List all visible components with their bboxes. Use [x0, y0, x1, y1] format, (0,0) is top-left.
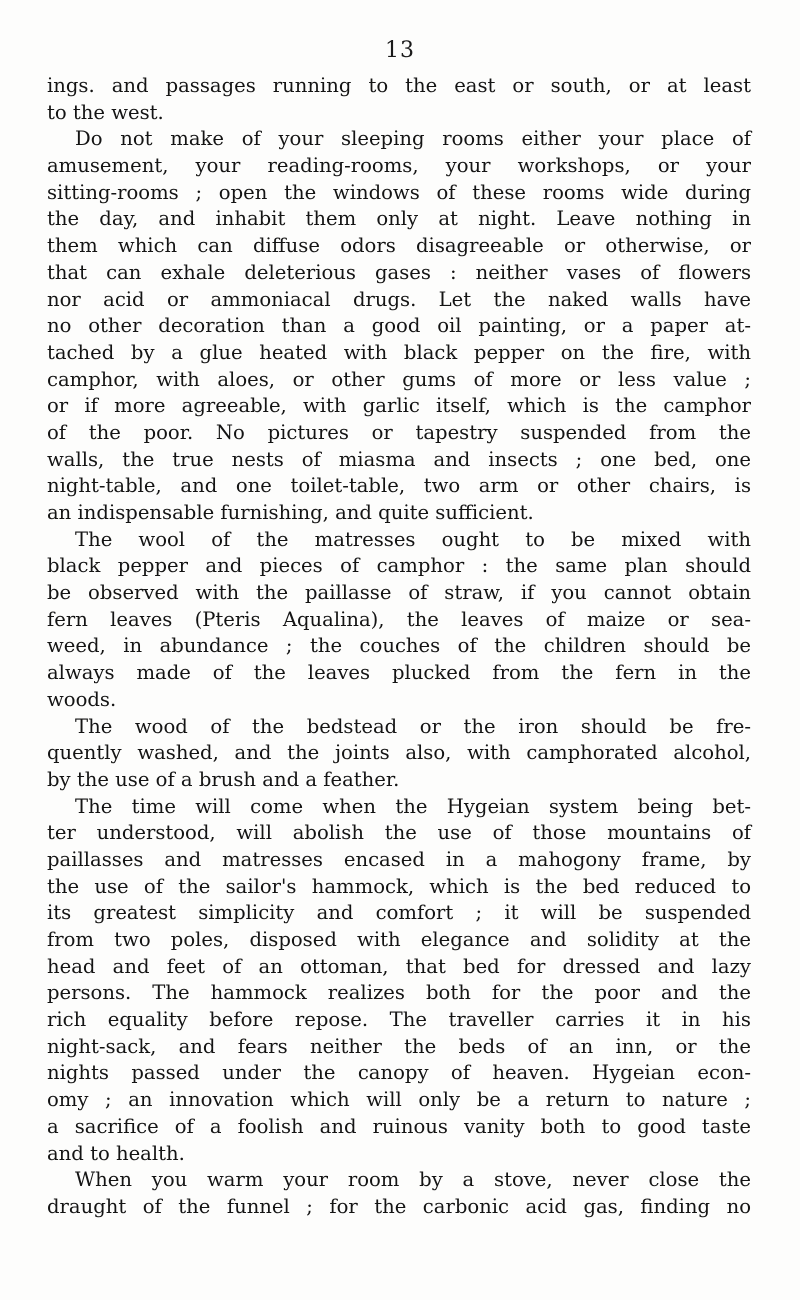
text-line: no other decoration than a good oil painting, or a paper at- [47, 314, 751, 338]
text-line: black pepper and pieces of camphor : the same plan should [47, 554, 751, 578]
text-line: a sacrifice of a foolish and ruinous vanity both to good taste [47, 1114, 751, 1138]
text-line: ter understood, will abolish the use of those mountains of [47, 821, 751, 845]
text-line: woods. [47, 687, 117, 711]
text-line: always made of the leaves plucked from the fern in the [47, 661, 751, 685]
text-line: its greatest simplicity and comfort ; it will be suspended [47, 901, 751, 925]
text-line: nights passed under the canopy of heaven. Hygeian econ- [47, 1061, 751, 1085]
text-line: paillasses and matresses encased in a mahogony frame, by [47, 847, 751, 871]
text-line: fern leaves (Pteris Aqualina), the leaves of maize or sea- [47, 607, 751, 631]
text-line: omy ; an innovation which will only be a return to nature ; [47, 1088, 751, 1112]
text-line: The time will come when the Hygeian system being bet- [75, 794, 751, 818]
text-line: draught of the funnel ; for the carbonic acid gas, finding no [47, 1194, 751, 1218]
text-line: persons. The hammock realizes both for the poor and the [47, 981, 751, 1005]
text-line: head and feet of an ottoman, that bed for dressed and lazy [47, 954, 751, 978]
text-line: tached by a glue heated with black pepper on the fire, with [47, 340, 751, 364]
text-line: night-sack, and fears neither the beds of an inn, or the [47, 1034, 751, 1058]
text-line: the use of the sailor's hammock, which is the bed reduced to [47, 874, 751, 898]
body-text [47, 73, 751, 1221]
text-line: weed, in abundance ; the couches of the children should be [47, 634, 751, 658]
text-line: or if more agreeable, with garlic itself, which is the camphor [47, 394, 751, 418]
text-line: The wool of the matresses ought to be mixed with [75, 527, 751, 551]
text-line: them which can diffuse odors disagreeable or otherwise, or [47, 234, 751, 258]
text-line: ings. and passages running to the east or south, or at least [47, 74, 751, 97]
text-line: from two poles, disposed with elegance and solidity at the [47, 928, 751, 951]
text-line: to the west. [47, 100, 164, 124]
text-line: nor acid or ammoniacal drugs. Let the naked walls have [47, 287, 751, 311]
text-line: The wood of the bedstead or the iron should be fre- [75, 714, 751, 738]
text-line: Do not make of your sleeping rooms either your place of [75, 127, 751, 151]
text-line: camphor, with aloes, or other gums of more or less value ; [47, 367, 751, 391]
text-line: quently washed, and the joints also, with camphorated alcohol, [47, 741, 751, 765]
text-line: an indispensable furnishing, and quite sufficient. [47, 501, 534, 524]
text-line: the day, and inhabit them only at night. Leave nothing in [47, 207, 751, 231]
text-line: by the use of a brush and a feather. [47, 767, 400, 791]
text-line: night-table, and one toilet-table, two arm or other chairs, is [47, 474, 751, 498]
text-line: rich equality before repose. The traveller carries it in his [47, 1008, 751, 1032]
text-line: of the poor. No pictures or tapestry suspended from the [47, 420, 751, 444]
text-line: sitting-rooms ; open the windows of these rooms wide during [47, 180, 751, 204]
text-line: amusement, your reading-rooms, your workshops, or your [47, 154, 751, 178]
text-line: be observed with the paillasse of straw, if you cannot obtain [47, 581, 751, 605]
text-line: that can exhale deleterious gases : neither vases of flowers [47, 260, 751, 284]
text-line: and to health. [47, 1141, 185, 1165]
text-line: walls, the true nests of miasma and insects ; one bed, one [47, 447, 751, 471]
page-number: 13 [385, 38, 415, 63]
text-line: When you warm your room by a stove, never close the [75, 1168, 751, 1192]
